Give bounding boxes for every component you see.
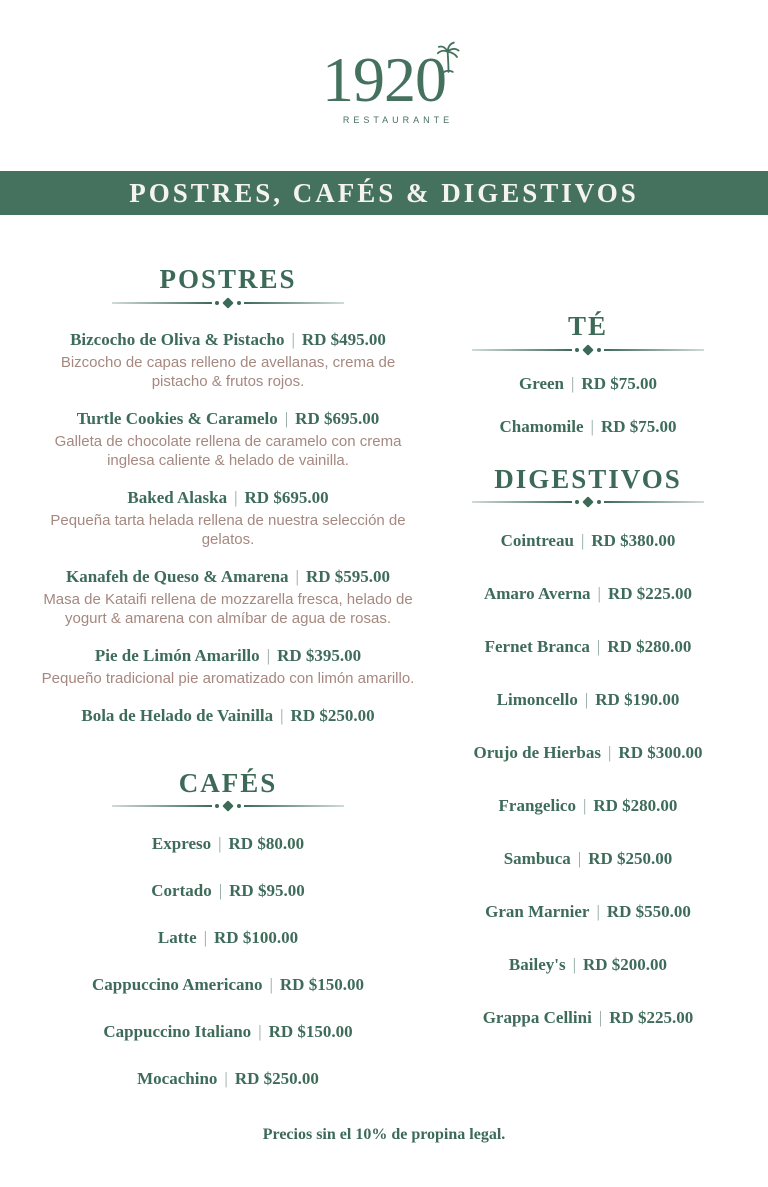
section-divider (112, 802, 344, 810)
left-column (0, 215, 456, 1115)
item-line (0, 974, 456, 996)
section-title-te: TÉ (567, 311, 609, 341)
item-name: Cointreau (500, 531, 574, 551)
item-price: RD $550.00 (606, 902, 691, 922)
item-name: Expreso (151, 834, 212, 854)
divider-diamond-icon (222, 297, 233, 308)
right-column (456, 215, 720, 1115)
divider-line (604, 349, 704, 351)
logo-year (322, 44, 446, 115)
item-name: Baked Alaska (127, 487, 228, 507)
item-separator: | (577, 849, 582, 869)
item-price: RD $495.00 (301, 329, 386, 349)
menu-item (0, 408, 456, 470)
menu-item (456, 742, 720, 764)
item-separator: | (280, 705, 284, 725)
item-line (456, 583, 720, 605)
menu-item (0, 974, 456, 996)
item-line (456, 689, 720, 711)
divider-line (604, 501, 704, 503)
footer (0, 1126, 768, 1144)
item-price: RD $150.00 (279, 975, 364, 995)
item-separator: | (582, 796, 587, 816)
divider-dot (575, 500, 579, 504)
item-line (456, 373, 720, 395)
item-name: Frangelico (498, 796, 576, 816)
item-price: RD $100.00 (214, 928, 299, 948)
cafes-items (0, 833, 456, 1090)
item-price: RD $75.00 (581, 373, 657, 393)
item-name: Sambuca (503, 849, 571, 869)
menu-item (456, 636, 720, 658)
item-name: Fernet Branca (484, 637, 590, 657)
item-name: Amaro Averna (483, 584, 591, 604)
item-price: RD $190.00 (595, 690, 680, 710)
item-name: Bizcocho de Oliva & Pistacho (70, 329, 285, 349)
item-name: Pie de Limón Amarillo (94, 645, 260, 665)
item-price: RD $695.00 (244, 487, 329, 507)
item-separator: | (571, 373, 575, 393)
item-line (0, 833, 456, 855)
item-line (0, 645, 456, 667)
section-divider (472, 498, 704, 506)
item-line (456, 848, 720, 870)
item-separator: | (291, 329, 295, 349)
item-separator: | (572, 955, 576, 975)
item-separator: | (224, 1069, 228, 1089)
divider-dot (597, 500, 601, 504)
item-name: Mocachino (137, 1069, 218, 1089)
menu-item (456, 583, 720, 605)
section-title-postres: POSTRES (159, 264, 297, 294)
item-price: RD $380.00 (591, 531, 676, 551)
divider-dot (575, 348, 579, 352)
item-price: RD $80.00 (228, 834, 305, 854)
item-line (0, 487, 456, 509)
divider-dot (215, 301, 219, 305)
item-separator: | (218, 834, 222, 854)
menu-item (456, 901, 720, 923)
item-name: Chamomile (499, 416, 584, 436)
item-price: RD $250.00 (290, 705, 375, 725)
item-line (0, 408, 456, 430)
section-cafes (0, 769, 456, 1091)
section-digestivos (456, 465, 720, 1030)
divider-dot (237, 301, 241, 305)
item-name: Bailey's (508, 955, 566, 975)
item-price: RD $300.00 (618, 743, 703, 763)
divider-diamond-icon (582, 344, 593, 355)
item-name: Kanafeh de Queso & Amarena (65, 566, 289, 586)
menu-item (456, 373, 720, 395)
item-separator: | (598, 1008, 603, 1028)
item-separator: | (608, 743, 612, 763)
logo-year-text: 1920 (322, 44, 446, 115)
item-name: Bola de Helado de Vainilla (81, 705, 274, 725)
item-price: RD $225.00 (607, 584, 693, 604)
item-name: Limoncello (496, 690, 578, 710)
divider-dot (597, 348, 601, 352)
item-price: RD $75.00 (600, 416, 677, 436)
divider-diamond-icon (222, 801, 233, 812)
item-line (456, 530, 720, 552)
item-separator: | (597, 584, 601, 604)
item-price: RD $695.00 (295, 408, 380, 428)
section-title-digestivos: DIGESTIVOS (494, 463, 682, 494)
item-line (456, 742, 720, 764)
menu-item (0, 1021, 456, 1043)
item-line (0, 566, 456, 588)
divider-line (112, 302, 212, 304)
item-separator: | (266, 645, 271, 665)
menu-item (0, 880, 456, 902)
menu-item (0, 566, 456, 628)
item-line (456, 416, 720, 438)
item-price: RD $150.00 (268, 1022, 353, 1042)
menu-item (456, 416, 720, 438)
palm-tree-icon (435, 41, 462, 73)
te-items (456, 373, 720, 438)
item-line (0, 329, 456, 351)
item-price: RD $200.00 (583, 955, 668, 975)
banner-title: POSTRES, CAFÉS & DIGESTIVOS (129, 177, 639, 208)
item-separator: | (203, 928, 208, 948)
divider-diamond-icon (582, 497, 593, 508)
item-separator: | (596, 902, 600, 922)
item-description: Bizcocho de capas relleno de avellanas, crema de pistacho & frutos rojos. (60, 353, 396, 390)
divider-dot (237, 804, 241, 808)
divider-dot (215, 804, 219, 808)
item-line (0, 880, 456, 902)
item-description: Pequeño tradicional pie aromatizado con limón amarillo. (41, 669, 415, 687)
divider-line (112, 805, 212, 807)
menu-item (0, 705, 456, 727)
item-line (0, 1021, 456, 1043)
section-postres (0, 265, 456, 727)
section-divider (472, 346, 704, 354)
item-separator: | (580, 531, 585, 551)
menu-item (0, 1068, 456, 1090)
item-separator: | (218, 881, 223, 901)
digestivos-items (456, 530, 720, 1029)
item-separator: | (258, 1022, 262, 1042)
item-price: RD $595.00 (305, 566, 391, 586)
section-te (456, 312, 720, 438)
section-divider (112, 299, 344, 307)
item-price: RD $280.00 (607, 637, 692, 657)
menu-item (456, 848, 720, 870)
divider-line (244, 302, 344, 304)
divider-line (244, 805, 344, 807)
item-description: Masa de Kataifi rellena de mozzarella fresca, helado de yogurt & amarena con almíbar de agua de rosas. (43, 590, 413, 627)
item-line (0, 927, 456, 949)
menu-item (0, 927, 456, 949)
menu-item (456, 1007, 720, 1029)
item-separator: | (269, 975, 273, 995)
menu-item (0, 833, 456, 855)
item-price: RD $395.00 (277, 645, 362, 665)
item-line (456, 636, 720, 658)
item-price: RD $95.00 (229, 881, 305, 901)
menu-item (456, 530, 720, 552)
item-line (456, 901, 720, 923)
divider-line (472, 501, 572, 503)
item-separator: | (584, 690, 589, 710)
menu-item (0, 329, 456, 391)
menu-item (456, 954, 720, 976)
item-line (456, 954, 720, 976)
item-separator: | (295, 566, 299, 586)
section-title-cafes: CAFÉS (178, 767, 278, 798)
logo-subtitle: RESTAURANTE (342, 115, 454, 125)
menu-item (0, 645, 456, 688)
item-line (456, 795, 720, 817)
postres-items (0, 329, 456, 727)
item-price: RD $225.00 (609, 1008, 694, 1028)
item-line (0, 705, 456, 727)
menu-item (456, 689, 720, 711)
item-price: RD $280.00 (593, 796, 678, 816)
item-name: Gran Marnier (485, 902, 590, 922)
item-description: Galleta de chocolate rellena de caramelo con crema inglesa caliente & helado de vainilla. (54, 432, 402, 469)
banner (0, 171, 768, 215)
item-description: Pequeña tarta helada rellena de nuestra selección de gelatos. (50, 511, 406, 548)
item-separator: | (590, 416, 594, 436)
item-name: Cappuccino Americano (92, 975, 263, 995)
item-name: Cortado (151, 881, 212, 901)
item-name: Green (519, 373, 565, 393)
item-name: Latte (157, 928, 197, 948)
item-price: RD $250.00 (588, 849, 673, 869)
item-price: RD $250.00 (234, 1069, 319, 1089)
item-line (456, 1007, 720, 1029)
item-separator: | (596, 637, 601, 657)
menu-item (0, 487, 456, 549)
menu-item (456, 795, 720, 817)
menu-content (0, 215, 768, 1115)
divider-line (472, 349, 572, 351)
item-line (0, 1068, 456, 1090)
item-separator: | (234, 487, 238, 507)
item-name: Cappuccino Italiano (103, 1022, 252, 1042)
restaurant-logo (0, 44, 768, 125)
item-name: Turtle Cookies & Caramelo (76, 408, 278, 428)
item-separator: | (284, 408, 289, 428)
item-name: Grappa Cellini (482, 1008, 592, 1028)
footer-note: Precios sin el 10% de propina legal. (262, 1126, 506, 1143)
item-name: Orujo de Hierbas (473, 743, 602, 763)
